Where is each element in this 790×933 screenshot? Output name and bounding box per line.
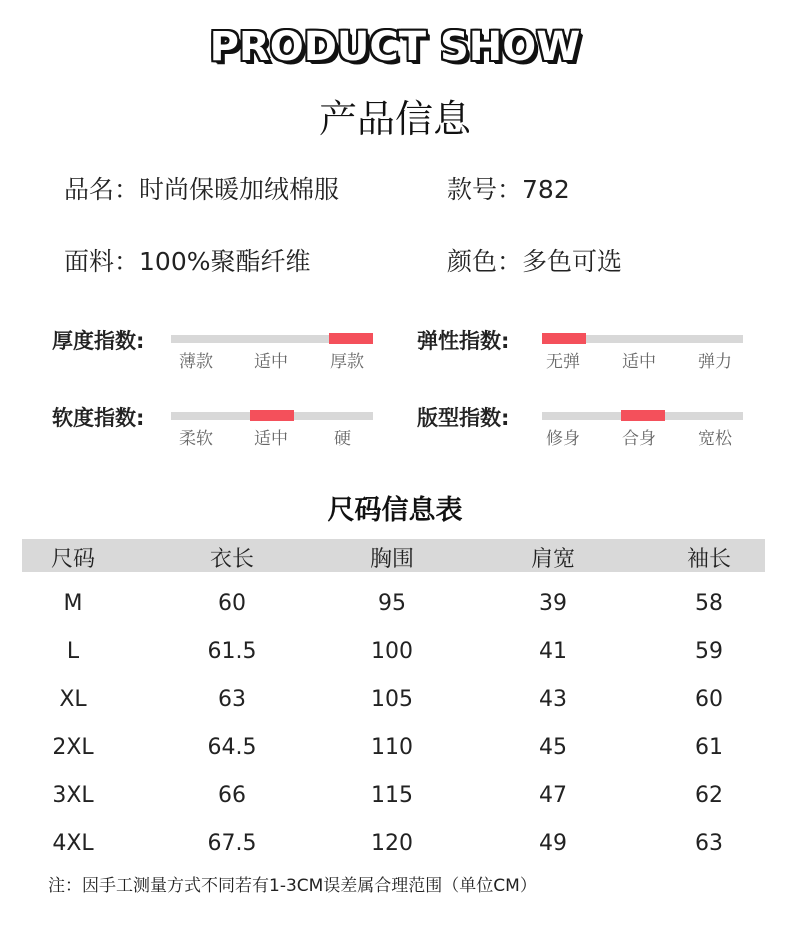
product-name: [64, 170, 339, 206]
cell-length: 67.5: [207, 831, 257, 856]
header-chest: 胸围: [369, 547, 414, 572]
softness-index-selected: [250, 410, 294, 421]
style-number-label: 款号：: [447, 175, 523, 204]
title-english: PRODUCT SHOW: [209, 24, 581, 70]
cell-sleeve: 61: [695, 735, 723, 760]
thickness-index-selected: [329, 333, 373, 344]
cell-size: 4XL: [52, 831, 94, 856]
thickness-tick-medium: 适中: [254, 352, 288, 372]
cell-size: XL: [59, 687, 87, 712]
cell-sleeve: 58: [695, 591, 723, 616]
cell-shoulder: 43: [539, 687, 567, 712]
style-number: [447, 170, 570, 206]
cell-length: 63: [218, 687, 246, 712]
elasticity-tick-none: 无弹: [546, 352, 580, 372]
cell-size: 3XL: [52, 783, 94, 808]
style-number-value: 782: [522, 175, 570, 204]
fit-tick-loose: 宽松: [698, 429, 732, 449]
cell-sleeve: 59: [695, 639, 723, 664]
fit-index-selected: [621, 410, 665, 421]
product-name-label: 品名：: [64, 175, 140, 204]
fit-tick-slim: 修身: [546, 429, 580, 449]
elasticity-tick-medium: 适中: [622, 352, 656, 372]
elasticity-tick-stretch: 弹力: [698, 352, 732, 372]
thickness-tick-thin: 薄款: [179, 352, 213, 372]
thickness-index-track: [171, 335, 373, 343]
fit-index-track: [542, 412, 743, 420]
header-shoulder: 肩宽: [530, 547, 575, 572]
cell-shoulder: 47: [539, 783, 567, 808]
softness-tick-medium: 适中: [254, 429, 288, 449]
cell-chest: 110: [371, 735, 413, 760]
size-table-title: 尺码信息表: [327, 495, 463, 526]
title-chinese: 产品信息: [318, 97, 471, 141]
elasticity-index-selected: [542, 333, 586, 344]
fabric: [64, 242, 311, 278]
product-name-value: 时尚保暖加绒棉服: [139, 175, 340, 204]
cell-sleeve: 63: [695, 831, 723, 856]
color-value: 多色可选: [522, 247, 623, 276]
color: [447, 242, 622, 278]
softness-index-track: [171, 412, 373, 420]
fabric-value: 100%聚酯纤维: [139, 247, 311, 276]
cell-length: 64.5: [207, 735, 257, 760]
cell-sleeve: 62: [695, 783, 723, 808]
cell-shoulder: 49: [539, 831, 567, 856]
cell-shoulder: 41: [539, 639, 567, 664]
cell-chest: 95: [378, 591, 406, 616]
cell-chest: 100: [371, 639, 413, 664]
cell-chest: 105: [371, 687, 413, 712]
fabric-label: 面料：: [64, 247, 140, 276]
softness-tick-soft: 柔软: [179, 429, 213, 449]
fit-index-label: 版型指数:: [417, 406, 510, 430]
thickness-index-label: 厚度指数:: [52, 329, 145, 353]
elasticity-index-track: [542, 335, 743, 343]
cell-length: 60: [218, 591, 246, 616]
cell-shoulder: 39: [539, 591, 567, 616]
softness-index-label: 软度指数:: [52, 406, 145, 430]
cell-size: M: [63, 591, 83, 616]
header-sleeve: 袖长: [686, 547, 731, 572]
softness-tick-hard: 硬: [334, 429, 351, 449]
color-label: 颜色：: [447, 247, 523, 276]
measurement-note: 注：因手工测量方式不同若有1-3CM误差属合理范围（单位CM）: [48, 876, 537, 896]
cell-sleeve: 60: [695, 687, 723, 712]
header-length: 衣长: [209, 547, 254, 572]
elasticity-index-label: 弹性指数:: [417, 329, 510, 353]
fit-tick-regular: 合身: [622, 429, 656, 449]
cell-size: 2XL: [52, 735, 94, 760]
cell-length: 66: [218, 783, 246, 808]
cell-length: 61.5: [207, 639, 257, 664]
cell-size: L: [66, 639, 80, 664]
cell-shoulder: 45: [539, 735, 567, 760]
header-size: 尺码: [50, 547, 95, 572]
thickness-tick-thick: 厚款: [330, 352, 364, 372]
cell-chest: 115: [371, 783, 413, 808]
cell-chest: 120: [371, 831, 413, 856]
